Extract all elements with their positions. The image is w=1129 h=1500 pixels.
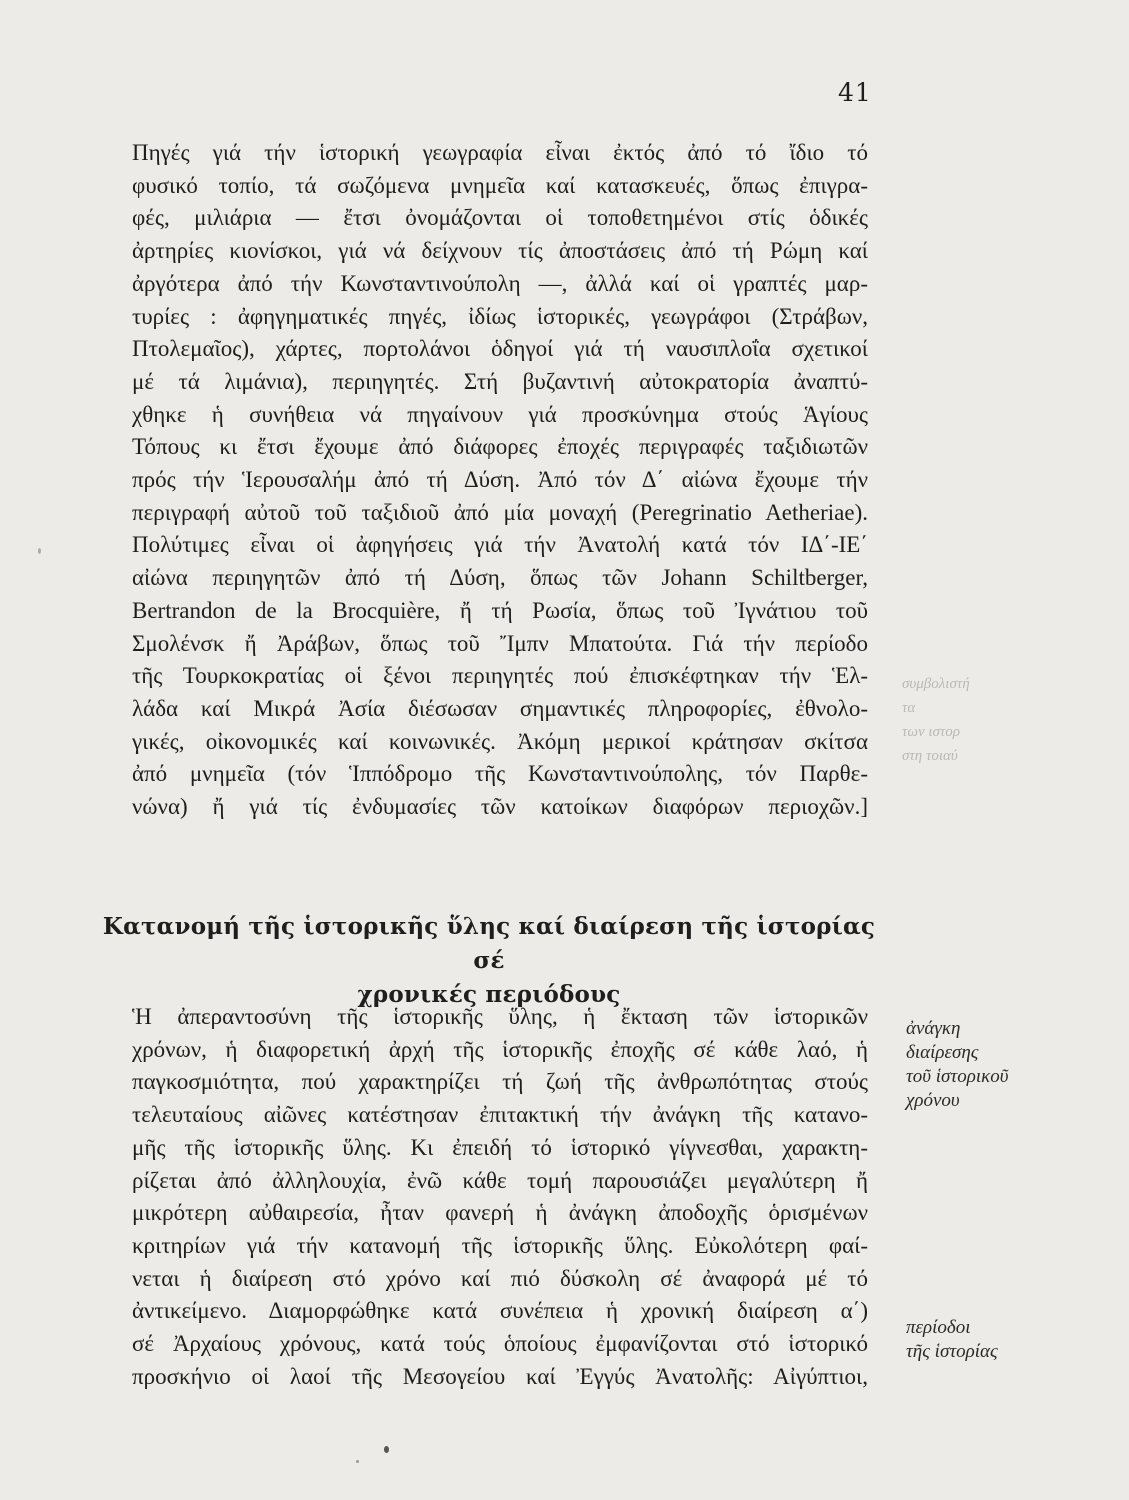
margin-note-line: ἀνάγκη: [906, 1018, 961, 1039]
bleed-through-line: των ιστορ: [902, 724, 961, 740]
text-line: ἀπό μνημεῖα (τόν Ἱππόδρομο τῆς Κωνσταντινούπολης, τόν Παρθε-: [132, 761, 868, 787]
text-line: μῆς τῆς ἱστορικῆς ὕλης. Κι ἐπειδή τό ἱστορικό γίγνεσθαι, χαρακτη-: [132, 1134, 868, 1160]
margin-note-line: τῆς ἱστορίας: [906, 1341, 998, 1362]
text-line: τῆς Τουρκοκρατίας οἱ ξένοι περιηγητές πού ἐπισκέφτηκαν τήν Ἑλ-: [132, 663, 868, 689]
paper-speck: [356, 1460, 359, 1463]
margin-note-line: περίοδοι: [906, 1317, 971, 1338]
text-line: κριτηρίων γιά τήν κατανομή τῆς ἱστορικῆς ὕλης. Εὐκολότερη φαί-: [132, 1232, 868, 1258]
margin-note-periods: [906, 1316, 1046, 1364]
text-line: τυρίες : ἀφηγηματικές πηγές, ἰδίως ἱστορικές, γεωγράφοι (Στράβων,: [132, 303, 868, 329]
margin-note-line: διαίρεσης: [906, 1042, 979, 1063]
text-line: χρόνων, ἡ διαφορετική ἀρχή τῆς ἱστορικῆς ἐποχῆς σέ κάθε λαό, ἡ: [132, 1036, 868, 1062]
text-line: Τόπους κι ἔτσι ἔχουμε ἀπό διάφορες ἐποχές περιγραφές ταξιδιωτῶν: [132, 434, 868, 460]
text-line: Ἡ ἀπεραντοσύνη τῆς ἱστορικῆς ὕλης, ἡ ἔκταση τῶν ἱστορικῶν: [132, 1004, 868, 1029]
text-line: φές, μιλιάρια — ἔτσι ὀνομάζονται οἱ τοποθετημένοι στίς ὁδικές: [132, 205, 868, 231]
section-heading: [96, 910, 882, 1012]
paragraph-historical-geography: [104, 137, 868, 824]
text-line: παγκοσμιότητα, πού χαρακτηρίζει τή ζωή τῆς ἀνθρωπότητας στούς: [132, 1069, 868, 1095]
section-heading-line: χρονικές περιόδους: [357, 981, 621, 1008]
text-line: περιγραφή αὐτοῦ τοῦ ταξιδιοῦ ἀπό μία μοναχή (Peregrinatio Aetheriae).: [132, 499, 868, 525]
text-line: Bertrandon de la Brocquière, ἤ τή Ρωσία, ὅπως τοῦ Ἰγνάτιου τοῦ: [132, 597, 868, 623]
bleed-through-line: συμβολιστή: [902, 676, 970, 692]
text-line: Πολύτιμες εἶναι οἱ ἀφηγήσεις γιά τήν Ἀνατολή κατά τόν ΙΔ΄-ΙΕ΄: [132, 532, 868, 558]
text-line: νεται ἡ διαίρεση στό χρόνο καί πιό δύσκολη σέ ἀναφορά μέ τό: [132, 1265, 868, 1291]
section-heading-line: Κατανομή τῆς ἱστορικῆς ὕλης καί διαίρεση τῆς ἱστορίας σέ: [102, 913, 876, 974]
text-line: Πηγές γιά τήν ἱστορική γεωγραφία εἶναι ἐκτός ἀπό τό ἴδιο τό: [132, 140, 868, 165]
text-line: λάδα καί Μικρά Ἀσία διέσωσαν σημαντικές πληροφορίες, ἐθνολο-: [132, 695, 868, 721]
text-line: προσκήνιο οἱ λαοί τῆς Μεσογείου καί Ἐγγύς Ἀνατολῆς: Αἰγύπτιοι,: [132, 1363, 868, 1389]
text-line: ἀργότερα ἀπό τήν Κωνσταντινούπολη —, ἀλλά καί οἱ γραπτές μαρ-: [132, 270, 868, 296]
bleed-through-line: τα: [902, 700, 916, 716]
text-line: μέ τά λιμάνια), περιηγητές. Στή βυζαντινή αὐτοκρατορία ἀναπτύ-: [132, 368, 868, 394]
paper-speck: [384, 1446, 389, 1453]
text-line: ρίζεται ἀπό ἀλληλουχία, ἐνῶ κάθε τομή παρουσιάζει μεγαλύτερη ἤ: [132, 1167, 868, 1193]
text-line: τελευταίους αἰῶνες κατέστησαν ἐπιτακτική τήν ἀνάγκη τῆς κατανο-: [132, 1102, 868, 1128]
text-line: Σμολένσκ ἤ Ἀράβων, ὅπως τοῦ Ἴμπν Μπατούτα. Γιά τήν περίοδο: [132, 630, 868, 656]
text-line: ἀντικείμενο. Διαμορφώθηκε κατά συνέπεια ἡ χρονική διαίρεση α΄): [132, 1298, 868, 1324]
bleed-through-margin-note: [902, 672, 1032, 768]
paper-speck: [38, 548, 41, 554]
text-line: φυσικό τοπίο, τά σωζόμενα μνημεῖα καί κατασκευές, ὅπως ἐπιγρα-: [132, 172, 868, 198]
margin-note-line: τοῦ ἱστορικοῦ: [906, 1066, 1009, 1087]
text-line: αἰώνα περιηγητῶν ἀπό τή Δύση, ὅπως τῶν Johann Schiltberger,: [132, 565, 868, 591]
text-line: ἀρτηρίες κιονίσκοι, γιά νά δείχνουν τίς ἀποστάσεις ἀπό τή Ρώμη καί: [132, 238, 868, 264]
text-line: μικρότερη αὐθαιρεσία, ἦταν φανερή ἡ ἀνάγκη ἀποδοχῆς ὁρισμένων: [132, 1200, 868, 1226]
text-line: σέ Ἀρχαίους χρόνους, κατά τούς ὁποίους ἐμφανίζονται στό ἱστορικό: [132, 1331, 868, 1357]
text-line: νώνα) ἤ γιά τίς ἐνδυμασίες τῶν κατοίκων διαφόρων περιοχῶν.]: [132, 794, 868, 820]
text-line: χθηκε ἡ συνήθεια νά πηγαίνουν γιά προσκύνημα στούς Ἁγίους: [132, 401, 868, 427]
paragraph-periodization: [104, 1001, 868, 1393]
page-number: 41: [838, 78, 872, 107]
margin-note-line: χρόνου: [906, 1090, 960, 1111]
bleed-through-line: στη τοιαύ: [902, 748, 958, 764]
text-line: πρός τήν Ἱερουσαλήμ ἀπό τή Δύση. Ἀπό τόν Δ΄ αἰώνα ἔχουμε τήν: [132, 467, 868, 493]
text-line: γικές, οἰκονομικές καί κοινωνικές. Ἀκόμη μερικοί κράτησαν σκίτσα: [132, 728, 868, 754]
text-line: Πτολεμαῖος), χάρτες, πορτολάνοι ὁδηγοί γιά τή ναυσιπλοΐα σχετικοί: [132, 336, 868, 362]
margin-note-need-for-division: [906, 1017, 1046, 1113]
